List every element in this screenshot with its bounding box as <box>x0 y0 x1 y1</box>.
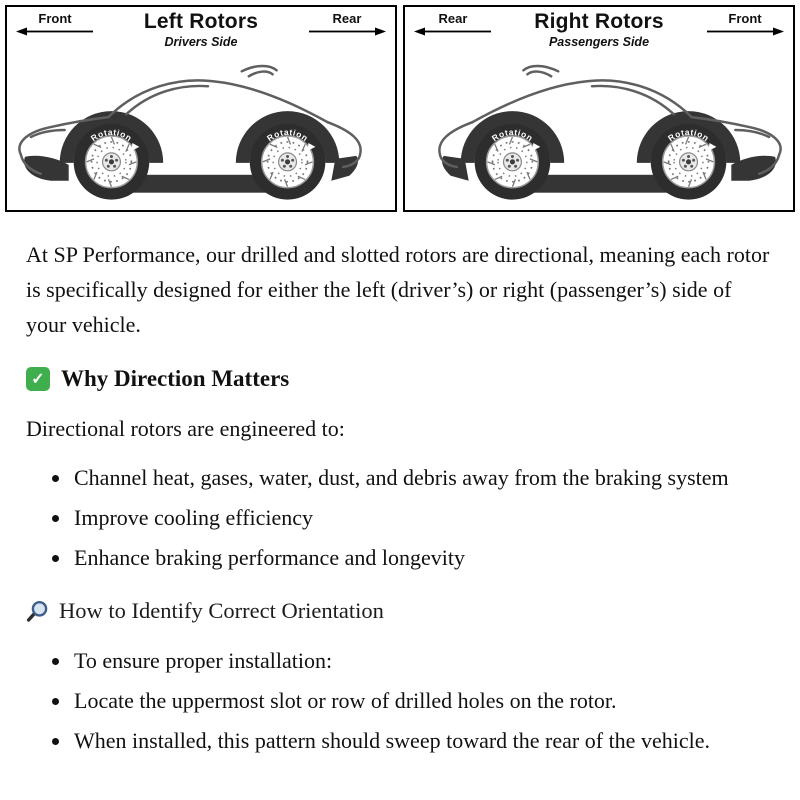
list-item: • Enhance braking performance and longevity <box>72 541 774 574</box>
panel-title: Right Rotors <box>534 10 664 33</box>
why-direction-matters-heading <box>26 366 774 392</box>
arrow-left-icon <box>414 27 492 36</box>
arrow-right-icon <box>308 27 386 36</box>
rotation-label: Rotation <box>264 126 311 144</box>
arrow-right-icon <box>706 27 784 36</box>
rear-label: Rear <box>438 11 468 26</box>
arrow-left-icon <box>16 27 94 36</box>
left-car-illustration <box>7 57 395 209</box>
list-item: • To ensure proper installation: <box>72 644 774 677</box>
front-label: Front <box>38 11 72 26</box>
left-rotors-panel <box>5 5 397 212</box>
rotation-label: Rotation <box>665 126 712 144</box>
front-label-left-panel <box>15 12 95 36</box>
right-rotors-panel <box>403 5 795 212</box>
rotor-direction-diagram <box>0 0 800 220</box>
panel-title: Left Rotors <box>143 10 259 33</box>
check-emoji-icon: ✓ <box>26 367 50 391</box>
identify-bullet-list <box>26 644 774 757</box>
why-bullet-list <box>26 461 774 574</box>
article-body <box>0 220 800 757</box>
panel-subtitle: Passengers Side <box>548 35 650 49</box>
front-label-right-panel <box>705 12 785 36</box>
left-panel-header <box>7 7 395 55</box>
rear-label-right-panel <box>413 12 493 36</box>
list-item: • Locate the uppermost slot or row of drilled holes on the rotor. <box>72 684 774 717</box>
list-item: • Improve cooling efficiency <box>72 501 774 534</box>
list-item: • Channel heat, gases, water, dust, and debris away from the braking system <box>72 461 774 494</box>
list-item: • When installed, this pattern should sweep toward the rear of the vehicle. <box>72 724 774 757</box>
magnifier-emoji-icon <box>26 600 49 623</box>
right-panel-header <box>405 7 793 55</box>
panel-subtitle: Drivers Side <box>164 35 238 49</box>
rear-label-left-panel <box>307 12 387 36</box>
rotation-label: Rotation <box>88 126 135 144</box>
rear-label: Rear <box>332 11 362 26</box>
right-car-illustration <box>405 57 793 209</box>
engineered-to-lead: Directional rotors are engineered to: <box>26 416 345 442</box>
heading-text: Why Direction Matters <box>61 366 290 392</box>
front-label: Front <box>728 11 762 26</box>
identify-orientation-heading <box>26 598 774 624</box>
rotation-label: Rotation <box>489 126 536 144</box>
intro-paragraph: At SP Performance, our drilled and slotted rotors are directional, meaning each rotor is specifically designed for either the left (driver’s) or right (passenger’s) side of your vehicle. <box>26 242 770 337</box>
heading-text: How to Identify Correct Orientation <box>59 598 384 624</box>
